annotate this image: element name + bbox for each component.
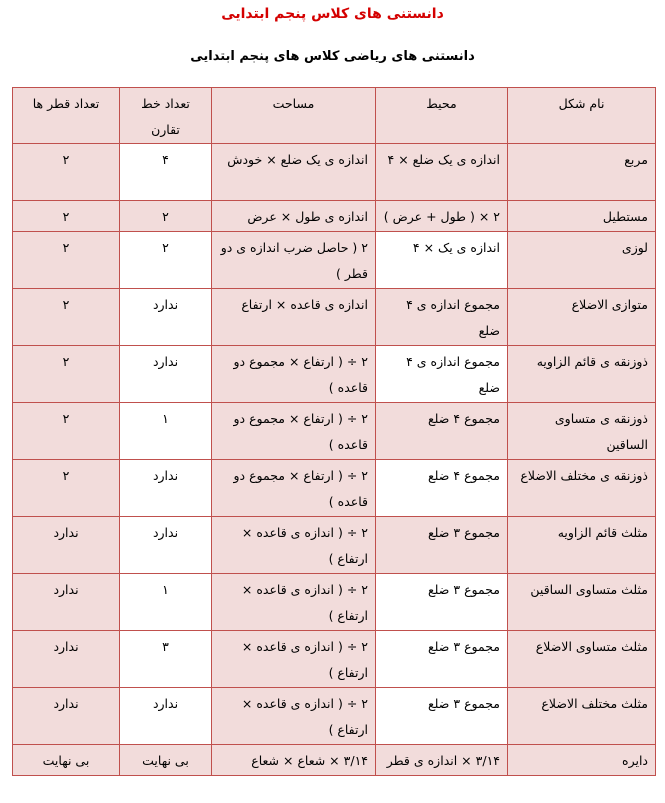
cell-area: اندازه ی طول × عرض <box>212 201 376 232</box>
cell-symmetry-lines: ندارد <box>120 289 212 346</box>
cell-shape-name: متوازی الاضلاع <box>508 289 656 346</box>
cell-perimeter: مجموع ۴ ضلع <box>376 460 508 517</box>
cell-diagonals: ۲ <box>13 346 120 403</box>
cell-area: ۲ ÷ ( اندازه ی قاعده × ارتفاع ) <box>212 574 376 631</box>
cell-area: ۲ ÷ ( ارتفاع × مجموع دو قاعده ) <box>212 460 376 517</box>
cell-symmetry-lines: ۱ <box>120 574 212 631</box>
cell-shape-name: مثلث متساوی الاضلاع <box>508 631 656 688</box>
cell-symmetry-lines: ندارد <box>120 688 212 745</box>
shapes-table <box>12 87 656 776</box>
table-row <box>13 517 656 574</box>
table-row <box>13 631 656 688</box>
cell-diagonals: ندارد <box>13 631 120 688</box>
cell-area: ۲ ÷ ( ارتفاع × مجموع دو قاعده ) <box>212 346 376 403</box>
cell-shape-name: دایره <box>508 745 656 776</box>
cell-symmetry-lines: ۲ <box>120 232 212 289</box>
table-row <box>13 232 656 289</box>
cell-shape-name: ذوزنقه ی متساوی الساقین <box>508 403 656 460</box>
cell-perimeter: مجموع ۳ ضلع <box>376 574 508 631</box>
cell-symmetry-lines: بی نهایت <box>120 745 212 776</box>
cell-shape-name: مثلث قائم الزاویه <box>508 517 656 574</box>
table-subtitle: دانستنی های ریاضی کلاس های پنجم ابتدایی <box>190 49 475 64</box>
table-row <box>13 201 656 232</box>
table-row <box>13 403 656 460</box>
header-area: مساحت <box>212 88 376 144</box>
cell-perimeter: مجموع ۳ ضلع <box>376 631 508 688</box>
cell-area: ۲ ÷ ( اندازه ی قاعده × ارتفاع ) <box>212 688 376 745</box>
cell-shape-name: ذوزنقه ی مختلف الاضلاع <box>508 460 656 517</box>
header-symmetry-lines: تعداد خط تقارن <box>120 88 212 144</box>
table-header-row <box>13 88 656 144</box>
cell-shape-name: ذوزنقه ی قائم الزاویه <box>508 346 656 403</box>
cell-perimeter: ۳/۱۴ × اندازه ی قطر <box>376 745 508 776</box>
table-row <box>13 346 656 403</box>
cell-perimeter: اندازه ی یک × ۴ <box>376 232 508 289</box>
page-title: دانستنی های کلاس پنجم ابتدایی <box>221 6 444 22</box>
cell-diagonals: ۲ <box>13 232 120 289</box>
cell-perimeter: ۲ × ( طول + عرض ) <box>376 201 508 232</box>
cell-shape-name: لوزی <box>508 232 656 289</box>
cell-symmetry-lines: ۴ <box>120 144 212 201</box>
table-row <box>13 688 656 745</box>
table-row <box>13 460 656 517</box>
cell-perimeter: مجموع ۴ ضلع <box>376 403 508 460</box>
cell-diagonals: بی نهایت <box>13 745 120 776</box>
cell-area: ۲ ÷ ( ارتفاع × مجموع دو قاعده ) <box>212 403 376 460</box>
cell-area: اندازه ی قاعده × ارتفاع <box>212 289 376 346</box>
cell-symmetry-lines: ۳ <box>120 631 212 688</box>
cell-perimeter: مجموع ۳ ضلع <box>376 688 508 745</box>
cell-shape-name: مثلث متساوی الساقین <box>508 574 656 631</box>
cell-symmetry-lines: ۱ <box>120 403 212 460</box>
cell-diagonals: ۲ <box>13 201 120 232</box>
cell-symmetry-lines: ندارد <box>120 346 212 403</box>
cell-perimeter: مجموع اندازه ی ۴ ضلع <box>376 346 508 403</box>
cell-area: ۲ ÷ ( اندازه ی قاعده × ارتفاع ) <box>212 517 376 574</box>
cell-shape-name: مثلث مختلف الاضلاع <box>508 688 656 745</box>
header-perimeter: محیط <box>376 88 508 144</box>
cell-area: ۲ ( حاصل ضرب اندازه ی دو قطر ) <box>212 232 376 289</box>
cell-diagonals: ندارد <box>13 574 120 631</box>
table-row <box>13 574 656 631</box>
cell-shape-name: مستطیل <box>508 201 656 232</box>
cell-diagonals: ۲ <box>13 403 120 460</box>
cell-area: ۲ ÷ ( اندازه ی قاعده × ارتفاع ) <box>212 631 376 688</box>
table-row <box>13 144 656 201</box>
cell-area: ۳/۱۴ × شعاع × شعاع <box>212 745 376 776</box>
header-diagonals: تعداد قطر ها <box>13 88 120 144</box>
cell-diagonals: ۲ <box>13 289 120 346</box>
cell-shape-name: مربع <box>508 144 656 201</box>
cell-symmetry-lines: ندارد <box>120 517 212 574</box>
cell-diagonals: ۲ <box>13 460 120 517</box>
cell-diagonals: ندارد <box>13 517 120 574</box>
cell-symmetry-lines: ۲ <box>120 201 212 232</box>
cell-perimeter: اندازه ی یک ضلع × ۴ <box>376 144 508 201</box>
cell-perimeter: مجموع اندازه ی ۴ ضلع <box>376 289 508 346</box>
cell-perimeter: مجموع ۳ ضلع <box>376 517 508 574</box>
table-row <box>13 745 656 776</box>
table-row <box>13 289 656 346</box>
cell-area: اندازه ی یک ضلع × خودش <box>212 144 376 201</box>
cell-diagonals: ۲ <box>13 144 120 201</box>
cell-diagonals: ندارد <box>13 688 120 745</box>
header-shape-name: نام شکل <box>508 88 656 144</box>
cell-symmetry-lines: ندارد <box>120 460 212 517</box>
